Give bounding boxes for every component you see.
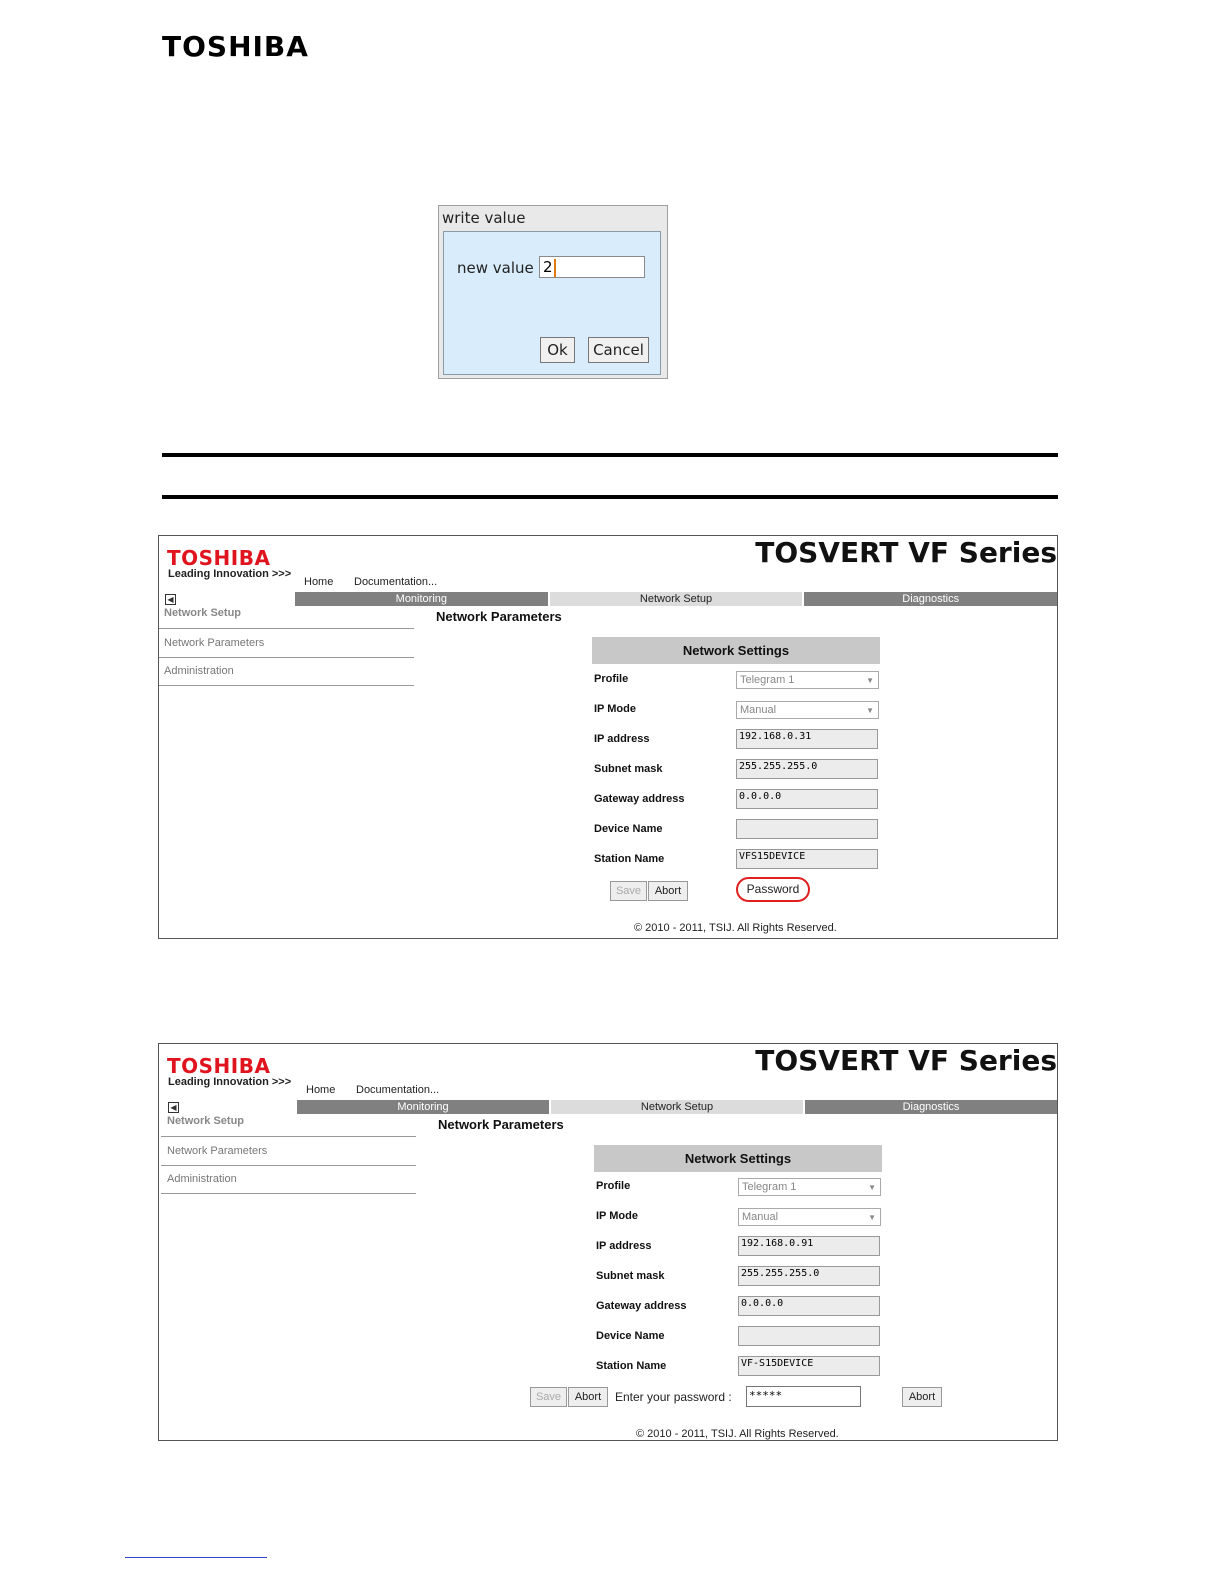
password-prompt-label: Enter your password : [615,1390,732,1404]
brand-logo: TOSHIBA [167,1054,271,1078]
collapse-sidebar-icon[interactable]: ◀ [168,1102,179,1113]
chevron-down-icon: ▼ [868,1213,876,1222]
sidebar-divider [161,1193,416,1194]
ip-address-input[interactable]: 192.168.0.31 [736,729,878,749]
sidebar-title: Network Setup [164,607,242,619]
nav-home-link[interactable]: Home [306,1084,336,1096]
sidebar-divider [159,657,414,658]
divider-bottom [162,495,1058,499]
password-input[interactable]: ***** [746,1386,861,1407]
new-value-label: new value [457,259,534,277]
sidebar-item-administration[interactable]: Administration [167,1173,237,1185]
gateway-address-input[interactable]: 0.0.0.0 [736,789,878,809]
save-button[interactable]: Save [610,881,647,901]
chevron-down-icon: ▼ [866,676,874,685]
divider-top [162,453,1058,457]
brand-logo: TOSHIBA [167,546,271,570]
subnet-mask-input[interactable]: 255.255.255.0 [736,759,878,779]
tab-network-setup[interactable]: Network Setup [550,592,803,606]
ip-mode-value: Manual [742,1211,779,1223]
web-ui-panel-enter-password [158,1043,1058,1441]
dialog-title: write value [442,209,526,227]
sidebar-title: Network Setup [167,1115,245,1127]
ip-mode-label: IP Mode [594,703,636,715]
product-series-title: TOSVERT VF Series [755,536,1057,569]
tab-monitoring[interactable]: Monitoring [297,1100,549,1114]
chevron-down-icon: ▼ [868,1183,876,1192]
device-name-label: Device Name [594,823,663,835]
sidebar-divider [159,628,414,629]
device-name-label: Device Name [596,1330,665,1342]
profile-value: Telegram 1 [740,674,795,686]
subnet-mask-label: Subnet mask [596,1270,665,1282]
ip-mode-value: Manual [740,704,777,716]
sidebar-item-administration[interactable]: Administration [164,665,234,677]
chevron-down-icon: ▼ [866,706,874,715]
abort-button[interactable]: Abort [648,881,688,901]
write-value-dialog [438,205,668,379]
profile-select[interactable] [738,1178,881,1196]
subnet-mask-label: Subnet mask [594,763,663,775]
ip-address-label: IP address [596,1240,652,1252]
device-name-input[interactable] [736,819,878,839]
station-name-input[interactable]: VF-S15DEVICE [738,1356,880,1376]
new-value-text: 2 [543,258,553,276]
sidebar-item-network-parameters[interactable]: Network Parameters [164,637,265,649]
brand-tagline: Leading Innovation >>> [168,1076,292,1088]
ip-address-input[interactable]: 192.168.0.91 [738,1236,880,1256]
copyright-text: © 2010 - 2011, TSIJ. All Rights Reserved. [636,1428,839,1440]
web-ui-panel-password-button [158,535,1058,939]
brand-tagline: Leading Innovation >>> [168,568,292,580]
ip-mode-select[interactable] [736,701,879,719]
tab-diagnostics[interactable]: Diagnostics [805,1100,1057,1114]
main-tab-bar [295,592,1057,606]
profile-value: Telegram 1 [742,1181,797,1193]
ip-mode-label: IP Mode [596,1210,638,1222]
nav-documentation-link[interactable]: Documentation... [354,576,438,588]
subnet-mask-input[interactable]: 255.255.255.0 [738,1266,880,1286]
gateway-address-label: Gateway address [594,793,685,805]
profile-label: Profile [594,673,629,685]
station-name-label: Station Name [594,853,665,865]
network-settings-header: Network Settings [594,1145,882,1172]
gateway-address-input[interactable]: 0.0.0.0 [738,1296,880,1316]
ip-mode-select[interactable] [738,1208,881,1226]
abort-button[interactable]: Abort [568,1387,608,1407]
footer-link-underline [125,1557,267,1558]
profile-select[interactable] [736,671,879,689]
sidebar-divider [161,1165,416,1166]
cancel-button[interactable]: Cancel [588,337,649,363]
dialog-body [443,231,661,375]
main-tab-bar [297,1100,1057,1114]
station-name-label: Station Name [596,1360,667,1372]
document-logo: TOSHIBA [162,30,309,63]
new-value-input[interactable] [539,256,645,278]
product-series-title: TOSVERT VF Series [755,1044,1057,1077]
profile-label: Profile [596,1180,631,1192]
sidebar-divider [161,1136,416,1137]
save-button[interactable]: Save [530,1387,567,1407]
gateway-address-label: Gateway address [596,1300,687,1312]
network-settings-header: Network Settings [592,637,880,664]
page-title: Network Parameters [438,1117,564,1132]
copyright-text: © 2010 - 2011, TSIJ. All Rights Reserved. [634,922,837,934]
nav-documentation-link[interactable]: Documentation... [356,1084,440,1096]
sidebar-item-network-parameters[interactable]: Network Parameters [167,1145,268,1157]
password-button[interactable]: Password [736,877,810,902]
device-name-input[interactable] [738,1326,880,1346]
ip-address-label: IP address [594,733,650,745]
station-name-input[interactable]: VFS15DEVICE [736,849,878,869]
sidebar-divider [159,685,414,686]
text-cursor [554,259,556,277]
page-title: Network Parameters [436,609,562,624]
tab-network-setup[interactable]: Network Setup [551,1100,803,1114]
password-abort-button[interactable]: Abort [902,1387,942,1407]
collapse-sidebar-icon[interactable]: ◀ [165,594,176,605]
ok-button[interactable]: Ok [540,337,575,363]
tab-diagnostics[interactable]: Diagnostics [804,592,1057,606]
tab-monitoring[interactable]: Monitoring [295,592,548,606]
nav-home-link[interactable]: Home [304,576,334,588]
